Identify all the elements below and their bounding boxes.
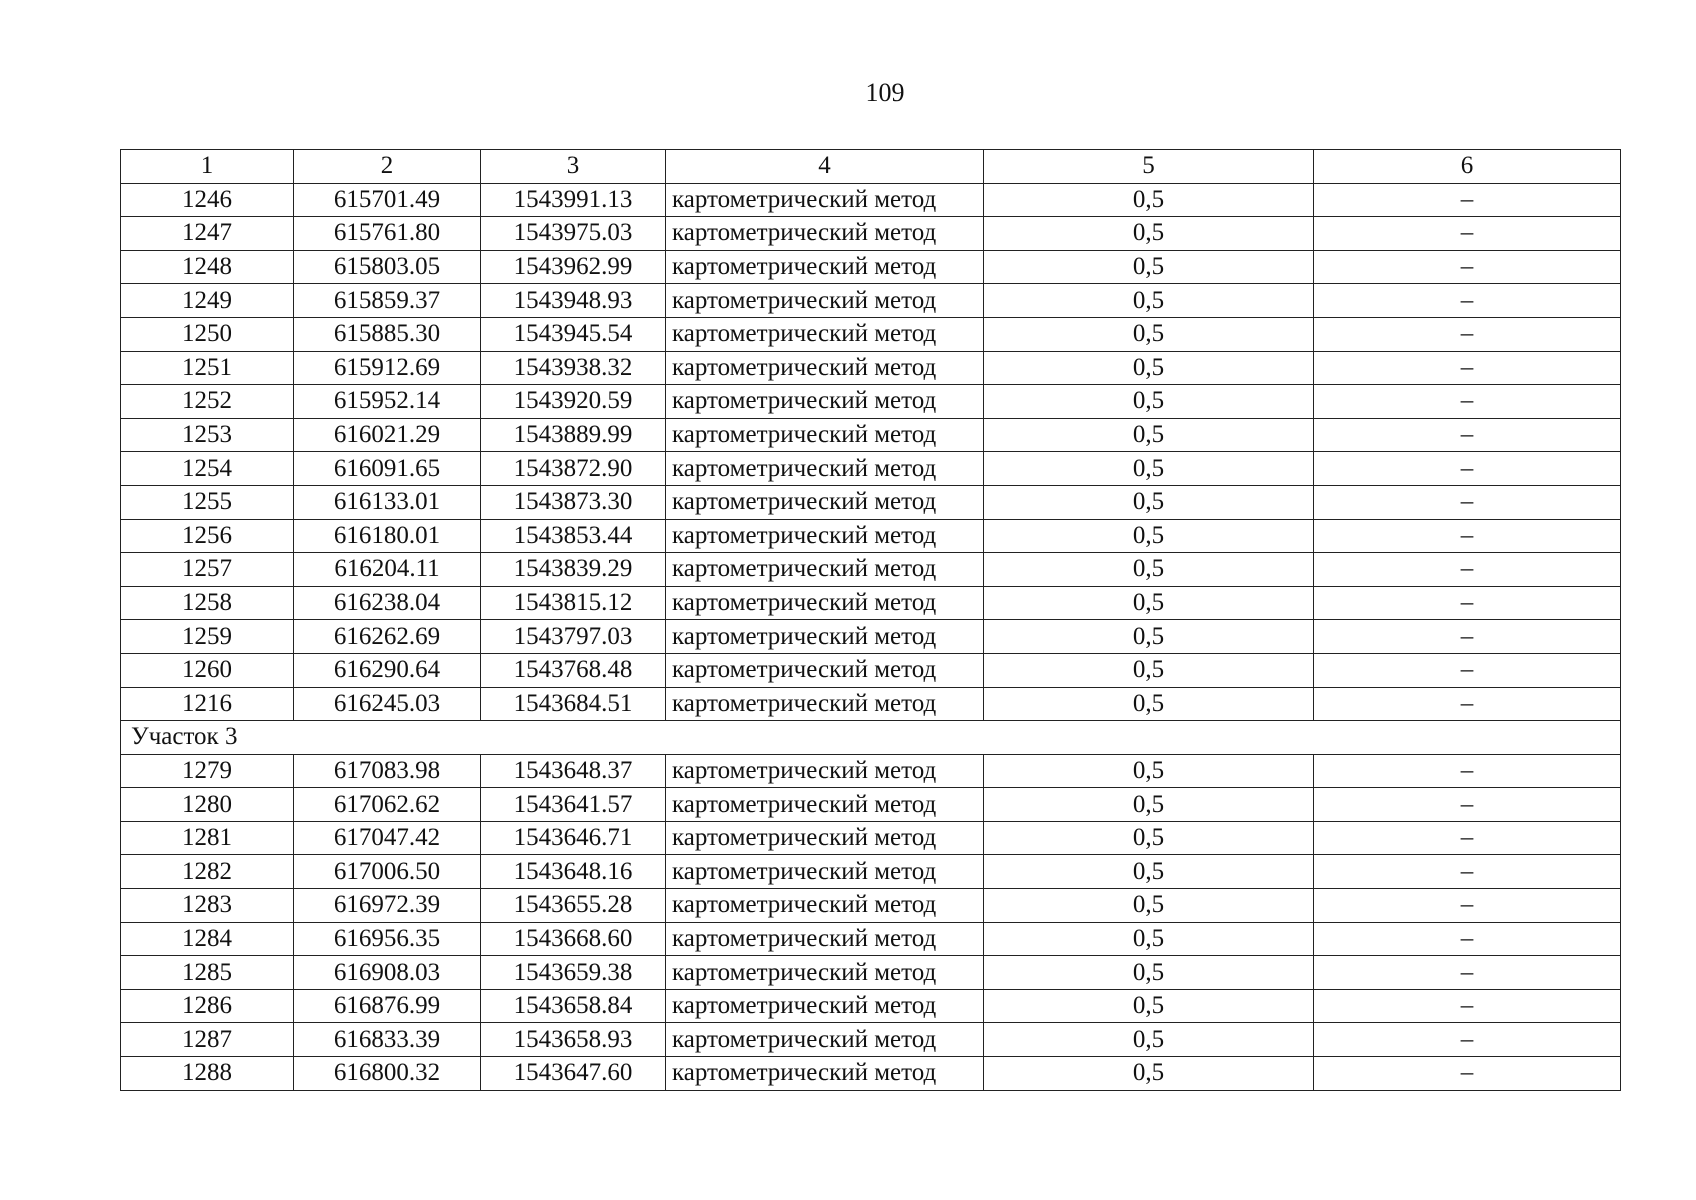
method-cell: картометрический метод [666, 586, 984, 620]
x-coordinate-cell: 616133.01 [294, 485, 481, 519]
y-coordinate-cell: 1543648.37 [481, 754, 666, 788]
y-coordinate-cell: 1543641.57 [481, 788, 666, 822]
note-cell: – [1314, 922, 1621, 956]
accuracy-cell: 0,5 [984, 754, 1314, 788]
accuracy-cell: 0,5 [984, 385, 1314, 419]
accuracy-cell: 0,5 [984, 956, 1314, 990]
accuracy-cell: 0,5 [984, 687, 1314, 721]
table-row [121, 922, 1621, 956]
note-cell: – [1314, 687, 1621, 721]
table-row [121, 217, 1621, 251]
point-number-cell: 1258 [121, 586, 294, 620]
x-coordinate-cell: 616021.29 [294, 418, 481, 452]
accuracy-cell: 0,5 [984, 821, 1314, 855]
y-coordinate-cell: 1543872.90 [481, 452, 666, 486]
table-row [121, 653, 1621, 687]
table-row [121, 956, 1621, 990]
y-coordinate-cell: 1543655.28 [481, 889, 666, 923]
table-row [121, 821, 1621, 855]
column-header: 2 [294, 150, 481, 184]
column-header: 6 [1314, 150, 1621, 184]
x-coordinate-cell: 615701.49 [294, 183, 481, 217]
note-cell: – [1314, 183, 1621, 217]
x-coordinate-cell: 615803.05 [294, 250, 481, 284]
y-coordinate-cell: 1543853.44 [481, 519, 666, 553]
y-coordinate-cell: 1543948.93 [481, 284, 666, 318]
table-row [121, 586, 1621, 620]
accuracy-cell: 0,5 [984, 418, 1314, 452]
table-row [121, 1057, 1621, 1091]
method-cell: картометрический метод [666, 956, 984, 990]
table-row [121, 284, 1621, 318]
method-cell: картометрический метод [666, 788, 984, 822]
note-cell: – [1314, 317, 1621, 351]
y-coordinate-cell: 1543991.13 [481, 183, 666, 217]
method-cell: картометрический метод [666, 1023, 984, 1057]
column-header: 4 [666, 150, 984, 184]
x-coordinate-cell: 616204.11 [294, 553, 481, 587]
accuracy-cell: 0,5 [984, 1023, 1314, 1057]
section-title: Участок 3 [121, 721, 1621, 755]
point-number-cell: 1288 [121, 1057, 294, 1091]
note-cell: – [1314, 989, 1621, 1023]
point-number-cell: 1259 [121, 620, 294, 654]
accuracy-cell: 0,5 [984, 586, 1314, 620]
method-cell: картометрический метод [666, 351, 984, 385]
point-number-cell: 1281 [121, 821, 294, 855]
y-coordinate-cell: 1543920.59 [481, 385, 666, 419]
accuracy-cell: 0,5 [984, 519, 1314, 553]
point-number-cell: 1249 [121, 284, 294, 318]
point-number-cell: 1257 [121, 553, 294, 587]
point-number-cell: 1260 [121, 653, 294, 687]
x-coordinate-cell: 615912.69 [294, 351, 481, 385]
y-coordinate-cell: 1543839.29 [481, 553, 666, 587]
accuracy-cell: 0,5 [984, 217, 1314, 251]
y-coordinate-cell: 1543648.16 [481, 855, 666, 889]
note-cell: – [1314, 1023, 1621, 1057]
table-row [121, 385, 1621, 419]
table-row [121, 788, 1621, 822]
accuracy-cell: 0,5 [984, 788, 1314, 822]
note-cell: – [1314, 217, 1621, 251]
method-cell: картометрический метод [666, 284, 984, 318]
x-coordinate-cell: 616876.99 [294, 989, 481, 1023]
point-number-cell: 1252 [121, 385, 294, 419]
column-header: 5 [984, 150, 1314, 184]
point-number-cell: 1248 [121, 250, 294, 284]
point-number-cell: 1279 [121, 754, 294, 788]
x-coordinate-cell: 617062.62 [294, 788, 481, 822]
y-coordinate-cell: 1543647.60 [481, 1057, 666, 1091]
method-cell: картометрический метод [666, 385, 984, 419]
note-cell: – [1314, 485, 1621, 519]
note-cell: – [1314, 284, 1621, 318]
accuracy-cell: 0,5 [984, 889, 1314, 923]
method-cell: картометрический метод [666, 989, 984, 1023]
method-cell: картометрический метод [666, 687, 984, 721]
x-coordinate-cell: 616908.03 [294, 956, 481, 990]
header-row [121, 150, 1621, 184]
table-row [121, 485, 1621, 519]
y-coordinate-cell: 1543646.71 [481, 821, 666, 855]
note-cell: – [1314, 351, 1621, 385]
method-cell: картометрический метод [666, 250, 984, 284]
accuracy-cell: 0,5 [984, 317, 1314, 351]
y-coordinate-cell: 1543797.03 [481, 620, 666, 654]
method-cell: картометрический метод [666, 452, 984, 486]
method-cell: картометрический метод [666, 889, 984, 923]
point-number-cell: 1251 [121, 351, 294, 385]
y-coordinate-cell: 1543684.51 [481, 687, 666, 721]
note-cell: – [1314, 889, 1621, 923]
note-cell: – [1314, 1057, 1621, 1091]
x-coordinate-cell: 616956.35 [294, 922, 481, 956]
x-coordinate-cell: 616238.04 [294, 586, 481, 620]
accuracy-cell: 0,5 [984, 452, 1314, 486]
accuracy-cell: 0,5 [984, 989, 1314, 1023]
point-number-cell: 1216 [121, 687, 294, 721]
y-coordinate-cell: 1543889.99 [481, 418, 666, 452]
point-number-cell: 1254 [121, 452, 294, 486]
note-cell: – [1314, 855, 1621, 889]
accuracy-cell: 0,5 [984, 485, 1314, 519]
y-coordinate-cell: 1543768.48 [481, 653, 666, 687]
method-cell: картометрический метод [666, 317, 984, 351]
note-cell: – [1314, 250, 1621, 284]
coordinates-table [120, 149, 1621, 1091]
page-number: 109 [865, 78, 905, 107]
table-row [121, 889, 1621, 923]
point-number-cell: 1286 [121, 989, 294, 1023]
note-cell: – [1314, 620, 1621, 654]
note-cell: – [1314, 452, 1621, 486]
table-row [121, 553, 1621, 587]
note-cell: – [1314, 821, 1621, 855]
table-row [121, 754, 1621, 788]
note-cell: – [1314, 553, 1621, 587]
point-number-cell: 1285 [121, 956, 294, 990]
method-cell: картометрический метод [666, 1057, 984, 1091]
accuracy-cell: 0,5 [984, 855, 1314, 889]
y-coordinate-cell: 1543658.84 [481, 989, 666, 1023]
x-coordinate-cell: 616833.39 [294, 1023, 481, 1057]
y-coordinate-cell: 1543938.32 [481, 351, 666, 385]
x-coordinate-cell: 616972.39 [294, 889, 481, 923]
accuracy-cell: 0,5 [984, 351, 1314, 385]
note-cell: – [1314, 385, 1621, 419]
method-cell: картометрический метод [666, 553, 984, 587]
method-cell: картометрический метод [666, 855, 984, 889]
note-cell: – [1314, 956, 1621, 990]
point-number-cell: 1287 [121, 1023, 294, 1057]
accuracy-cell: 0,5 [984, 653, 1314, 687]
table-row [121, 989, 1621, 1023]
table-row [121, 687, 1621, 721]
x-coordinate-cell: 616800.32 [294, 1057, 481, 1091]
accuracy-cell: 0,5 [984, 620, 1314, 654]
method-cell: картометрический метод [666, 754, 984, 788]
table-row [121, 452, 1621, 486]
y-coordinate-cell: 1543668.60 [481, 922, 666, 956]
x-coordinate-cell: 615885.30 [294, 317, 481, 351]
x-coordinate-cell: 615859.37 [294, 284, 481, 318]
accuracy-cell: 0,5 [984, 250, 1314, 284]
table-row [121, 855, 1621, 889]
x-coordinate-cell: 615952.14 [294, 385, 481, 419]
note-cell: – [1314, 519, 1621, 553]
note-cell: – [1314, 653, 1621, 687]
column-header: 1 [121, 150, 294, 184]
note-cell: – [1314, 754, 1621, 788]
method-cell: картометрический метод [666, 653, 984, 687]
table-row [121, 620, 1621, 654]
y-coordinate-cell: 1543815.12 [481, 586, 666, 620]
table-row [121, 519, 1621, 553]
y-coordinate-cell: 1543659.38 [481, 956, 666, 990]
note-cell: – [1314, 586, 1621, 620]
point-number-cell: 1283 [121, 889, 294, 923]
method-cell: картометрический метод [666, 183, 984, 217]
method-cell: картометрический метод [666, 217, 984, 251]
point-number-cell: 1280 [121, 788, 294, 822]
method-cell: картометрический метод [666, 418, 984, 452]
accuracy-cell: 0,5 [984, 1057, 1314, 1091]
accuracy-cell: 0,5 [984, 553, 1314, 587]
section-row [121, 721, 1621, 755]
x-coordinate-cell: 616180.01 [294, 519, 481, 553]
y-coordinate-cell: 1543873.30 [481, 485, 666, 519]
y-coordinate-cell: 1543658.93 [481, 1023, 666, 1057]
point-number-cell: 1284 [121, 922, 294, 956]
x-coordinate-cell: 617006.50 [294, 855, 481, 889]
x-coordinate-cell: 616290.64 [294, 653, 481, 687]
method-cell: картометрический метод [666, 620, 984, 654]
point-number-cell: 1246 [121, 183, 294, 217]
x-coordinate-cell: 616245.03 [294, 687, 481, 721]
x-coordinate-cell: 616262.69 [294, 620, 481, 654]
point-number-cell: 1247 [121, 217, 294, 251]
table-row [121, 183, 1621, 217]
point-number-cell: 1250 [121, 317, 294, 351]
column-header: 3 [481, 150, 666, 184]
accuracy-cell: 0,5 [984, 284, 1314, 318]
accuracy-cell: 0,5 [984, 183, 1314, 217]
table-row [121, 351, 1621, 385]
table-row [121, 1023, 1621, 1057]
method-cell: картометрический метод [666, 519, 984, 553]
accuracy-cell: 0,5 [984, 922, 1314, 956]
x-coordinate-cell: 616091.65 [294, 452, 481, 486]
table-body [121, 150, 1621, 1091]
point-number-cell: 1282 [121, 855, 294, 889]
note-cell: – [1314, 418, 1621, 452]
table-row [121, 250, 1621, 284]
table-row [121, 317, 1621, 351]
point-number-cell: 1255 [121, 485, 294, 519]
table-row [121, 418, 1621, 452]
method-cell: картометрический метод [666, 485, 984, 519]
point-number-cell: 1256 [121, 519, 294, 553]
y-coordinate-cell: 1543945.54 [481, 317, 666, 351]
x-coordinate-cell: 617047.42 [294, 821, 481, 855]
x-coordinate-cell: 617083.98 [294, 754, 481, 788]
x-coordinate-cell: 615761.80 [294, 217, 481, 251]
method-cell: картометрический метод [666, 821, 984, 855]
note-cell: – [1314, 788, 1621, 822]
method-cell: картометрический метод [666, 922, 984, 956]
y-coordinate-cell: 1543975.03 [481, 217, 666, 251]
y-coordinate-cell: 1543962.99 [481, 250, 666, 284]
point-number-cell: 1253 [121, 418, 294, 452]
